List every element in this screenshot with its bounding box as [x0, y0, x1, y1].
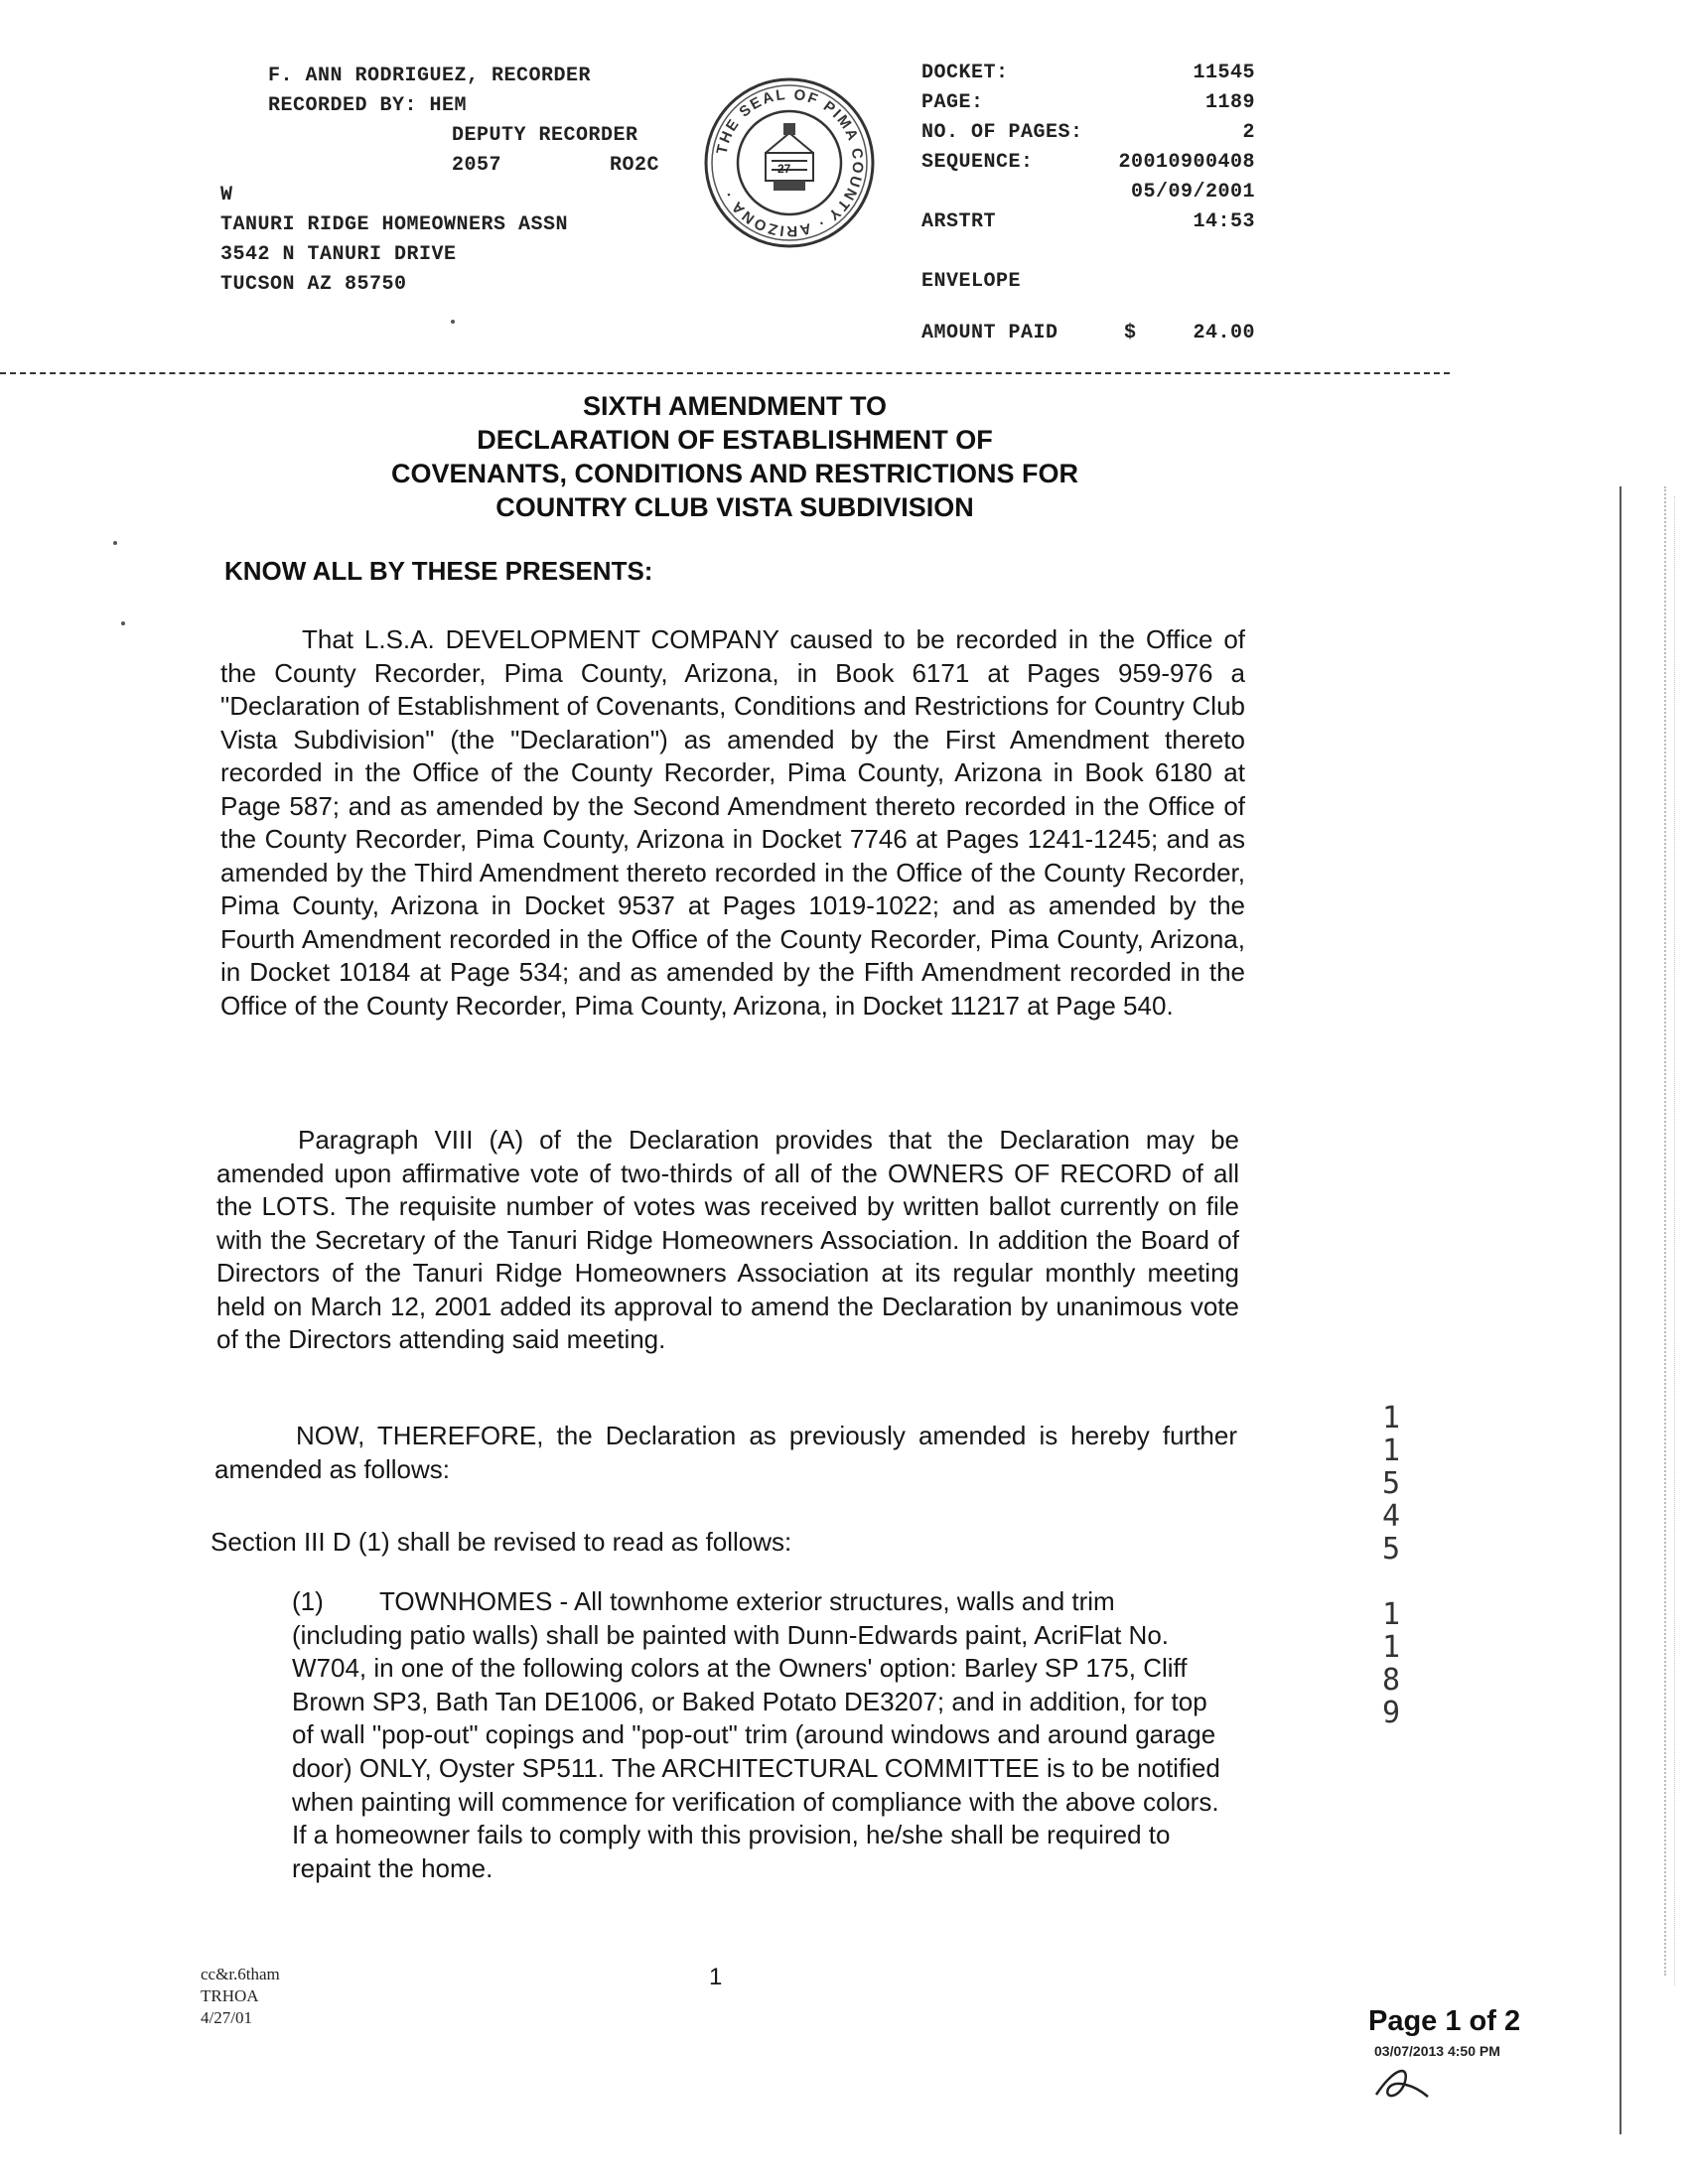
recital-paragraph — [220, 623, 1245, 1023]
page-label: PAGE: — [921, 91, 984, 114]
amount-currency: $ — [1124, 322, 1137, 344]
amount-label: AMOUNT PAID — [921, 322, 1058, 344]
envelope-label: ENVELOPE — [921, 270, 1022, 293]
item-number: (1) — [292, 1586, 324, 1616]
print-timestamp: 03/07/2013 4:50 PM — [1374, 2043, 1500, 2059]
document-title — [357, 389, 1112, 524]
townhomes-item — [292, 1585, 1225, 1885]
title-line: SIXTH AMENDMENT TO — [582, 391, 887, 421]
item-text: TOWNHOMES - All townhome exterior structures, walls and trim (including patio walls) shall be painted with Dunn-Edwards paint, AcriFlat No. W704, in one of the following colors at the Owners' option: Barley SP 175, Cliff Brown SP3, Bath Tan DE1006, or Baked Potato DE3207; and in addition, for top of wall "pop-out" copings and "pop-out" trim (around windows and around garage door) ONLY, Oyster SP511. The ARCHITECTURAL COMMITTEE is to be notified when painting will commence for verification of compliance with the above colors. If a homeowner fails to comply with this provision, he/she shall be required to repaint the home. — [292, 1586, 1220, 1883]
header-divider — [0, 372, 1450, 377]
page-number: 1 — [709, 1964, 723, 1990]
sequence-row — [921, 151, 1255, 181]
pages-label: NO. OF PAGES: — [921, 121, 1083, 144]
amendment-text: NOW, THEREFORE, the Declaration as previously amended is hereby further amended as follows: — [214, 1421, 1237, 1484]
date-row — [921, 181, 1255, 210]
vote-paragraph — [216, 1124, 1239, 1357]
scan-speck — [121, 621, 125, 625]
margin-docket-stamp: 1 1 5 4 5 1 1 8 9 — [1381, 1401, 1401, 1730]
amount-value: 24.00 — [1193, 322, 1255, 344]
section-heading: KNOW ALL BY THESE PRESENTS: — [224, 556, 653, 586]
handwritten-mark-icon — [1366, 2055, 1436, 2105]
recorder-station: RO2C — [610, 154, 660, 177]
amendment-paragraph — [214, 1420, 1237, 1486]
file-name: cc&r.6tham — [201, 1965, 280, 1983]
page-of-label: Page 1 of 2 — [1368, 2005, 1521, 2037]
section-intro: Section III D (1) shall be revised to read as follows: — [211, 1527, 792, 1557]
svg-text:27: 27 — [777, 162, 791, 176]
docket-label: DOCKET: — [921, 62, 1009, 84]
docket-row — [921, 62, 1255, 91]
document-type: ARSTRT — [921, 210, 997, 233]
deputy-recorder-label: DEPUTY RECORDER — [452, 124, 638, 147]
pages-value: 2 — [1242, 121, 1255, 144]
type-row — [921, 210, 1255, 240]
page-value: 1189 — [1204, 91, 1255, 114]
scan-edge-line — [1620, 486, 1622, 2134]
recorded-time: 14:53 — [1193, 210, 1255, 233]
title-line: COVENANTS, CONDITIONS AND RESTRICTIONS FOR — [390, 459, 1079, 488]
file-org: TRHOA — [201, 1986, 259, 2005]
title-line: COUNTRY CLUB VISTA SUBDIVISION — [495, 492, 974, 522]
docket-value: 11545 — [1193, 62, 1255, 84]
recorder-code: 2057 — [452, 154, 502, 177]
scan-speck — [113, 541, 117, 545]
recipient-street: 3542 N TANURI DRIVE — [220, 243, 457, 266]
recipient-marker: W — [220, 184, 233, 206]
sequence-value: 20010900408 — [1118, 151, 1255, 174]
pages-row — [921, 121, 1255, 151]
sequence-label: SEQUENCE: — [921, 151, 1034, 174]
vote-text: Paragraph VIII (A) of the Declaration provides that the Declaration may be amended upon affirmative vote of two-thirds of all of the OWNERS OF RECORD of all the LOTS. The requisite number of votes was received by written ballot currently on file with the Secretary of the Tanuri Ridge Homeowners Association. In addition the Board of Directors of the Tanuri Ridge Homeowners Association at its regular monthly meeting held on March 12, 2001 added its approval to amend the Declaration by unanimous vote of the Directors attending said meeting. — [216, 1125, 1239, 1354]
recorded-date: 05/09/2001 — [1130, 181, 1255, 204]
file-date: 4/27/01 — [201, 2008, 252, 2027]
recipient-name: TANURI RIDGE HOMEOWNERS ASSN — [220, 213, 569, 236]
footer-file-ref — [201, 1964, 280, 2029]
amount-row — [921, 322, 1255, 351]
recital-text: That L.S.A. DEVELOPMENT COMPANY caused to be recorded in the Office of the County Recorder, Pima County, Arizona, in Book 6171 at Pages 959-976 a "Declaration of Establishment of Covenants, Conditions and Restrictions for Country Club Vista Subdivision" (the "Declaration") as amended by the First Amendment thereto recorded in the Office of the County Recorder, Pima County, Arizona in Book 6180 at Page 587; and as amended by the Second Amendment thereto recorded in the Office of the County Recorder, Pima County, Arizona in Docket 7746 at Pages 1241-1245; and as amended by the Third Amendment thereto recorded in the Office of the County Recorder, Pima County, Arizona in Docket 9537 at Pages 1019-1022; and as amended by the Fourth Amendment recorded in the Office of the County Recorder, Pima County, Arizona, in Docket 10184 at Page 534; and as amended by the Fifth Amendment recorded in the Office of the County Recorder, Pima County, Arizona, in Docket 11217 at Page 540. — [220, 624, 1245, 1021]
recorder-name: F. ANN RODRIGUEZ, RECORDER — [268, 65, 592, 87]
scan-edge-dots — [1664, 486, 1668, 1976]
recorded-by: RECORDED BY: HEM — [268, 94, 468, 117]
page-row — [921, 91, 1255, 121]
envelope-row — [921, 270, 1255, 300]
recipient-city: TUCSON AZ 85750 — [220, 273, 407, 296]
scan-edge-dots — [1674, 496, 1677, 1985]
docket-block — [921, 62, 1255, 349]
title-line: DECLARATION OF ESTABLISHMENT OF — [477, 425, 993, 455]
county-seal-icon — [702, 75, 877, 250]
scan-speck — [451, 320, 455, 324]
svg-text:THE SEAL OF PIMA COUNTY · ARIZ: THE SEAL OF PIMA COUNTY · ARIZONA · — [713, 85, 867, 240]
